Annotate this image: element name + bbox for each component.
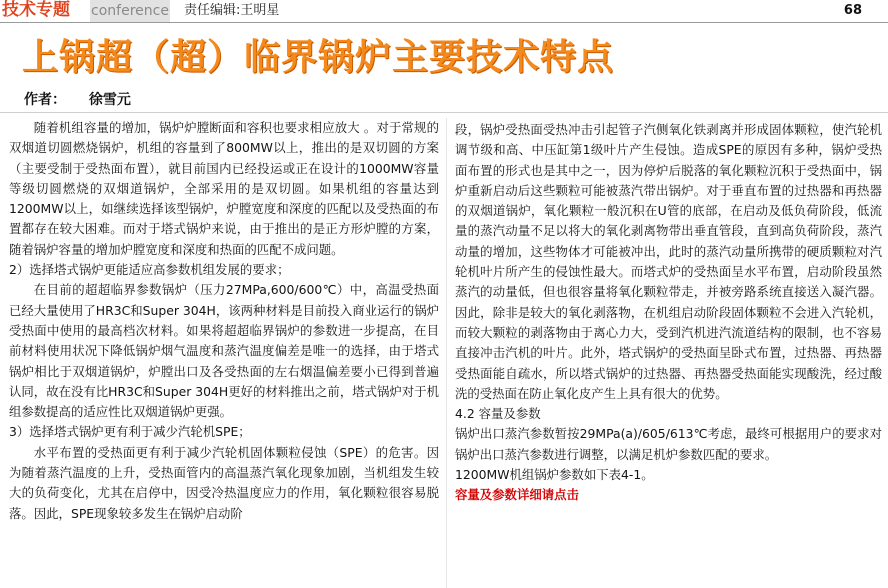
author-name: 徐雪元 (88, 92, 131, 108)
page-number: 68 (843, 3, 862, 18)
paragraph: 锅炉出口蒸汽参数暂按29MPa(a)/605/613℃考虑，最终可根据用户的要求对锅炉出口蒸汽参数进行调整，以满足机炉参数匹配的要求。 (455, 426, 882, 462)
subheading: 3）选择塔式锅炉更有利于减少汽轮机SPE； (9, 424, 251, 440)
article-title: 上锅超（超）临界锅炉主要技术特点 (22, 37, 615, 78)
right-column (455, 120, 882, 506)
left-column (9, 118, 439, 524)
column-divider (446, 118, 447, 588)
paragraph: 在目前的超超临界参数锅炉（压力27MPa,600/600℃）中，高温受热面已经大量使用了HR3C和Super 304H，该两种材料是目前投入商业运行的锅炉受热面中使用的最高档次材料。如果将超超临界锅炉的参数进一步提高，在目前材料使用状况下降低锅炉烟气温度和蒸汽温度偏差是唯一的选择，由于塔式锅炉相比于双烟道锅炉，炉膛出口及各受热面的左右烟温偏差要小已得到普遍认同，故在没有比HR3C和Super 304H更好的材料推出之前，塔式锅炉对于机组参数提高的适应性比双烟道锅炉更强。 (9, 282, 439, 420)
paragraph: 1200MW机组锅炉参数如下表4-1。 (455, 467, 654, 483)
author-label: 作者： (24, 92, 66, 108)
paragraph: 随着机组容量的增加，锅炉炉膛断面和容积也要求相应放大 。对于常规的双烟道切圆燃烧锅炉，机组的容量到了800MW以上，推出的是双切圆的方案（主要受制于受热面布置），就目前国内已经投运或正在设计的1000MW容量等级切圆燃烧的双烟道锅炉，全部采用的是双切圆。如果机组的容量达到1200MW以上，如继续选择该型锅炉，炉膛宽度和深度的匹配以及受热面的布置都存在较大困难。而对于塔式锅炉来说，由于推出的是正方形炉膛的方案，随着锅炉容量的增加炉膛宽度和深度和热面的匹配不成问题。 (9, 120, 439, 257)
paragraph: 水平布置的受热面更有利于减少汽轮机固体颗粒侵蚀（SPE）的危害。因为随着蒸汽温度的上升，受热面管内的高温蒸汽氧化现象加剧，当机组发生较大的负荷变化，尤其在启停中，因受冷热温度应力的作用，氧化颗粒很容易脱落。因此，SPE现象较多发生在锅炉启动阶 (9, 444, 439, 521)
subheading: 2）选择塔式锅炉更能适应高参数机组发展的要求； (9, 262, 290, 278)
editor-credit: 责任编辑:王明星 (184, 3, 280, 18)
paragraph: 段，锅炉受热面受热冲击引起管子汽侧氧化铁剥离并形成固体颗粒，使汽轮机调节级和高、中压缸第1级叶片产生侵蚀。造成SPE的原因有多种，锅炉受热面布置的形式也是其中之一，因为停炉后脱落的氧化颗粒沉积于受热面中，锅炉重新启动后这些颗粒可能被蒸汽带出锅炉。对于垂直布置的过热器和再热器的双烟道锅炉，氧化颗粒一般沉积在U管的底部，在启动及低负荷阶段，低流量的蒸汽动量不足以将大的氧化剥离物带出垂直管段，直到高负荷阶段，蒸汽动量的增加，这些物体才可能被冲出，此时的蒸汽动量所携带的硬质颗粒对汽轮机叶片所产生的侵蚀性最大。而塔式炉的受热面呈水平布置，启动阶段虽然蒸汽的动量低，但也很容量将氧化颗粒带走，并被旁路系统直接送入凝汽器。因此，除非是较大的氧化剥落物，在机组启动阶段固体颗粒不会进入汽轮机，而较大颗粒的剥落物由于离心力大，受到汽机进汽流道结构的限制，也不容易直接冲击汽机的叶片。此外，塔式锅炉的受热面呈卧式布置，过热器、再热器受热面能自疏水，所以塔式锅炉的过热器、再热器受热面能实现酸洗，经过酸洗的受热面在防止氧化皮产生上具有很大的优势。 (455, 122, 882, 401)
details-link[interactable]: 容量及参数详细请点击 (455, 487, 579, 503)
section-heading: 4.2 容量及参数 (455, 406, 541, 422)
title-divider (0, 112, 888, 113)
section-en-label: conference (90, 0, 170, 22)
author-line (24, 90, 131, 110)
page-header (0, 0, 888, 23)
section-tag: 技术专题 (2, 1, 88, 20)
